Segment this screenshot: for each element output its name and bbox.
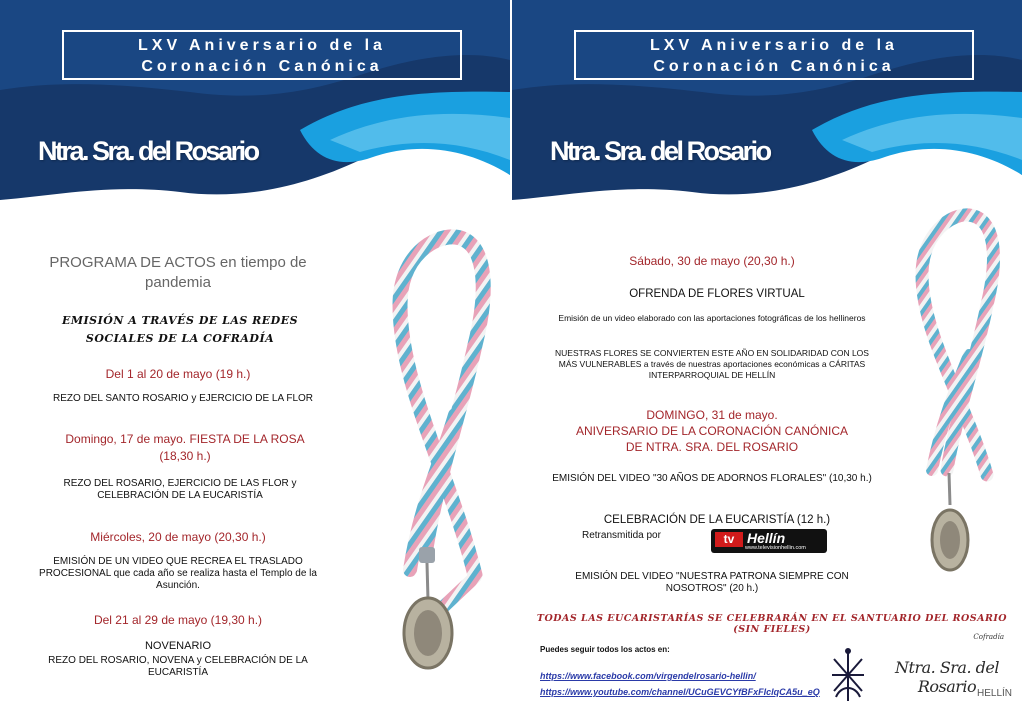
tv-hellin-logo [711, 529, 827, 553]
domingo-line-2: ANIVERSARIO DE LA CORONACIÓN CANÓNICA [575, 424, 849, 438]
domingo-31-heading [552, 407, 872, 455]
follow-label: Puedes seguir todos los actos en: [540, 645, 670, 654]
domingo-line-1: DOMINGO, 31 de mayo. [646, 408, 778, 422]
event-1-date: Del 1 al 20 de mayo (19 h.) [105, 367, 251, 381]
rosary-ribbon-image [380, 225, 510, 700]
emision-line-2: SOCIALES DE LA COFRADÍA [85, 332, 275, 345]
tv-logo-url: www.televisionhellin.com [745, 545, 806, 551]
logo-name: Ntra. Sra. del Rosario [895, 658, 999, 696]
event-4-desc: REZO DEL ROSARIO, NOVENA y CELEBRACIÓN DE LA EUCARISTÍA [48, 655, 308, 678]
video-adornos: EMISIÓN DEL VIDEO "30 AÑOS DE ADORNOS FLORALES" (10,30 h.) [552, 473, 872, 484]
domingo-line-3: DE NTRA. SRA. DEL ROSARIO [625, 440, 799, 454]
facebook-link[interactable]: https://www.facebook.com/virgendelrosario-hellin/ [540, 671, 756, 681]
event-3-date: Miércoles, 20 de mayo (20,30 h.) [90, 530, 266, 544]
flores-solidaridad-desc: NUESTRAS FLORES SE CONVIERTEN ESTE AÑO EN SOLIDARIDAD CON LOS MÁS VULNERABLES a través de nuestras aportaciones económicas a CÁRITAS INTERPARROQUIAL DE HELLÍN [555, 348, 869, 380]
event-4-title: NOVENARIO [144, 640, 211, 652]
emision-line-1: EMISIÓN A TRAVÉS DE LAS REDES [61, 314, 299, 327]
anniversary-title-box [62, 30, 462, 80]
tv-logo-box: tv [715, 532, 743, 547]
anniversary-title-box [574, 30, 974, 80]
left-page [0, 0, 510, 726]
brand-title: Ntra. Sra. del Rosario [38, 136, 258, 166]
logo-city: HELLÍN [976, 688, 1012, 699]
event-2-date: Domingo, 17 de mayo. FIESTA DE LA ROSA (18,30 h.) [65, 432, 305, 463]
rosary-ribbon-image [897, 205, 1017, 585]
event-3-desc: EMISIÓN DE UN VIDEO QUE RECREA EL TRASLADO PROCESIONAL que cada año se realiza hasta el Templo de la Asunción. [39, 556, 317, 591]
event-2-desc: REZO DEL ROSARIO, EJERCICIO DE LAS FLOR y CELEBRACIÓN DE LA EUCARISTÍA [63, 478, 297, 501]
eucaristias-note: TODAS LAS EUCARISTARÍAS SE CELEBRARÁN EN EL SANTUARIO DEL ROSARIO (SIN FIELES) [536, 613, 1008, 635]
video-patrona: EMISIÓN DEL VIDEO "NUESTRA PATRONA SIEMPRE CON NOSOTROS" (20 h.) [575, 571, 849, 594]
title-line-1: LXV Aniversario de la [138, 37, 386, 54]
sabado-date: Sábado, 30 de mayo (20,30 h.) [629, 254, 795, 268]
title-line-2: Coronación Canónica [653, 58, 895, 75]
retransmitida-label: Retransmitida por [582, 530, 661, 541]
ofrenda-desc: Emisión de un video elaborado con las aportaciones fotográficas de los hellineros [558, 313, 866, 323]
right-page [512, 0, 1022, 726]
celebracion-eucaristia: CELEBRACIÓN DE LA EUCARISTÍA (12 h.) [603, 514, 831, 526]
event-1-desc: REZO DEL SANTO ROSARIO y EJERCICIO DE LA FLOR [52, 393, 314, 404]
title-line-1: LXV Aniversario de la [650, 37, 898, 54]
tv-logo-name: Hellín [747, 530, 786, 546]
youtube-link[interactable]: https://www.youtube.com/channel/UCuGEVCYfBFxFIclqCA5u_eQ [540, 687, 820, 697]
emision-redes-heading [20, 312, 340, 348]
programa-heading: PROGRAMA DE ACTOS en tiempo de pandemia [49, 254, 307, 291]
ofrenda-title: OFRENDA DE FLORES VIRTUAL [629, 288, 805, 300]
logo-cofradia: Cofradía [973, 633, 1004, 641]
event-4-date: Del 21 al 29 de mayo (19,30 h.) [93, 613, 263, 627]
cofradia-monogram-logo [826, 645, 870, 705]
brand-title: Ntra. Sra. del Rosario [550, 136, 770, 166]
title-line-2: Coronación Canónica [141, 58, 383, 75]
